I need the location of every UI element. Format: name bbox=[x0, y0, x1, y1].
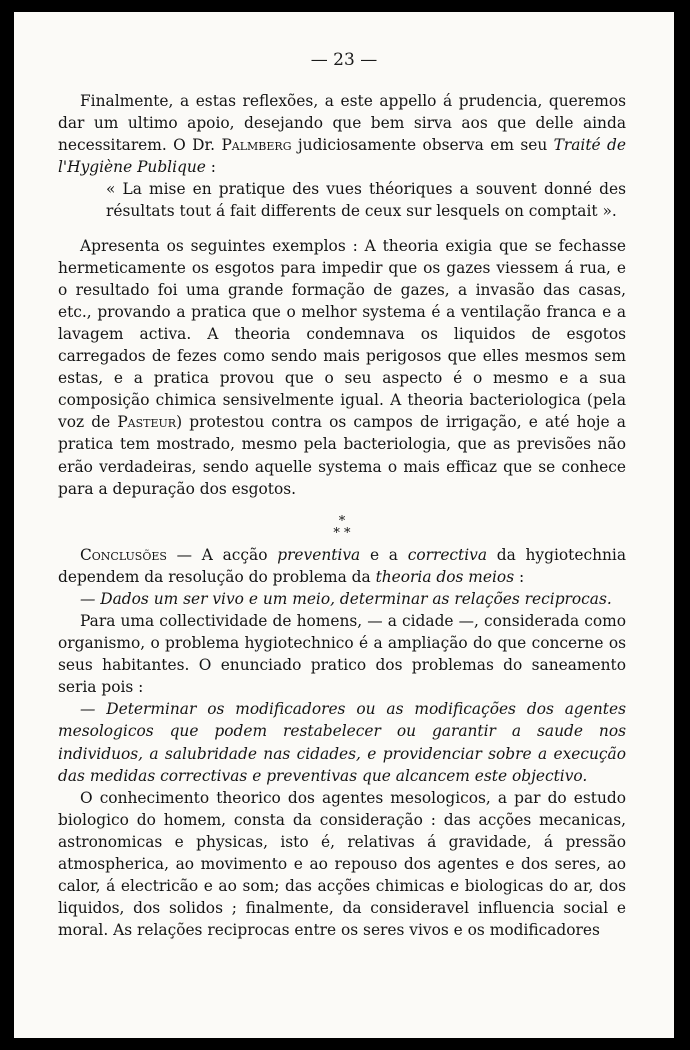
conclusions-heading: Conclusões bbox=[80, 545, 167, 564]
conclusions-text-a: — A acção bbox=[166, 545, 278, 564]
paragraph-examples-text: Apresenta os seguintes exemplos : A theoria exigia que se fechasse hermeticamente os esgotos para impedir que os gazes viessem á rua, e o resultado foi uma grande formação de gazes, a invasão das casas, etc., provando a pratica que o melhor systema é a ventilação franca e a lavagem activa. A theoria condemnava os liquidos de esgotos carregados de fezes como sendo mais perigosos que elles mesmos sem estas, e a pratica provou que o seu aspecto é o mesmo e a sua composição chimica sensivelmente igual. A theoria bacteriologica (pela voz de bbox=[58, 236, 626, 432]
problem-statement-text: — Dados um ser vivo e um meio, determinar as relações reciprocas. bbox=[80, 589, 612, 608]
paragraph-intro bbox=[58, 90, 626, 178]
conclusions-text-c: da hygiotechnia dependem da resolução do problema da bbox=[58, 545, 626, 586]
section-divider bbox=[58, 500, 626, 544]
author-name-palmberg: Palmberg bbox=[221, 136, 292, 155]
divider-star-top: * bbox=[338, 513, 346, 529]
practical-statement-text: — Determinar os modificadores ou as modificações dos agentes mesologicos que podem restabelecer ou garantir a saude nos individuos, a salubridade nas cidades, e providenciar sobre a execução das medidas correctivas e preventivas que alcancem este objectivo. bbox=[58, 700, 626, 785]
author-name-pasteur: Pasteur bbox=[117, 413, 177, 432]
divider-stars-bottom: * * bbox=[333, 525, 351, 541]
term-preventiva: preventiva bbox=[277, 545, 361, 564]
paragraph-intro-text: Finalmente, a estas reflexões, a este appello á prudencia, queremos dar um ultimo apoio, desejando que bem sirva aos que delle ainda necessitarem. O Dr. bbox=[58, 92, 626, 155]
body-text bbox=[58, 90, 626, 941]
french-quote: « La mise en pratique des vues théoriques a souvent donné des résultats tout á fait differents de ceux sur lesquels on comptait ». bbox=[106, 180, 626, 221]
paragraph-conclusions bbox=[58, 544, 626, 588]
term-theoria-dos-meios: theoria dos meios bbox=[375, 567, 515, 586]
problem-statement bbox=[58, 588, 626, 610]
page-number: — 23 — bbox=[310, 50, 378, 70]
paragraph-examples bbox=[58, 235, 626, 500]
paragraph-knowledge: O conhecimento theorico dos agentes mesologicos, a par do estudo biologico do homem, consta da consideração : das acções mecanicas, astronomicas e physicas, isto é, relativas á gravidade, á pressão atmospherica, ao movimento e ao repouso dos agentes e dos seres, ao calor, á electricão e ao som; das acções chimicas e biologicas do ar, dos liquidos, dos solidos ; finalmente, da consideravel influencia social e moral. As relações reciprocas entre os seres vivos e os modificadores bbox=[58, 788, 626, 940]
paragraph-collectivity: Para uma collectividade de homens, — a cidade —, considerada como organismo, o problema hygiotechnico é a ampliação do que concerne os seus habitantes. O enunciado pratico dos problemas do saneamento seria pois : bbox=[58, 611, 626, 697]
conclusions-text-b: e a bbox=[360, 545, 408, 564]
paragraph-examples-text-2: ) protestou contra os campos de irrigação, e até hoje a pratica tem mostrado, mesmo pela bacteriologia, que as previsões não erão verdadeiras, sendo aquelle systema o mais efficaz que se conhece para a depuração dos esgotos. bbox=[58, 413, 626, 498]
document-page bbox=[14, 12, 674, 1038]
paragraph-intro-text-2: judiciosamente observa em seu bbox=[291, 136, 554, 155]
book-title: Traité de l'Hygiène Publique bbox=[58, 136, 626, 177]
conclusions-text-d: : bbox=[514, 567, 525, 586]
term-correctiva: correctiva bbox=[407, 545, 488, 564]
paragraph-intro-colon: : bbox=[205, 158, 216, 177]
practical-statement bbox=[58, 698, 626, 786]
